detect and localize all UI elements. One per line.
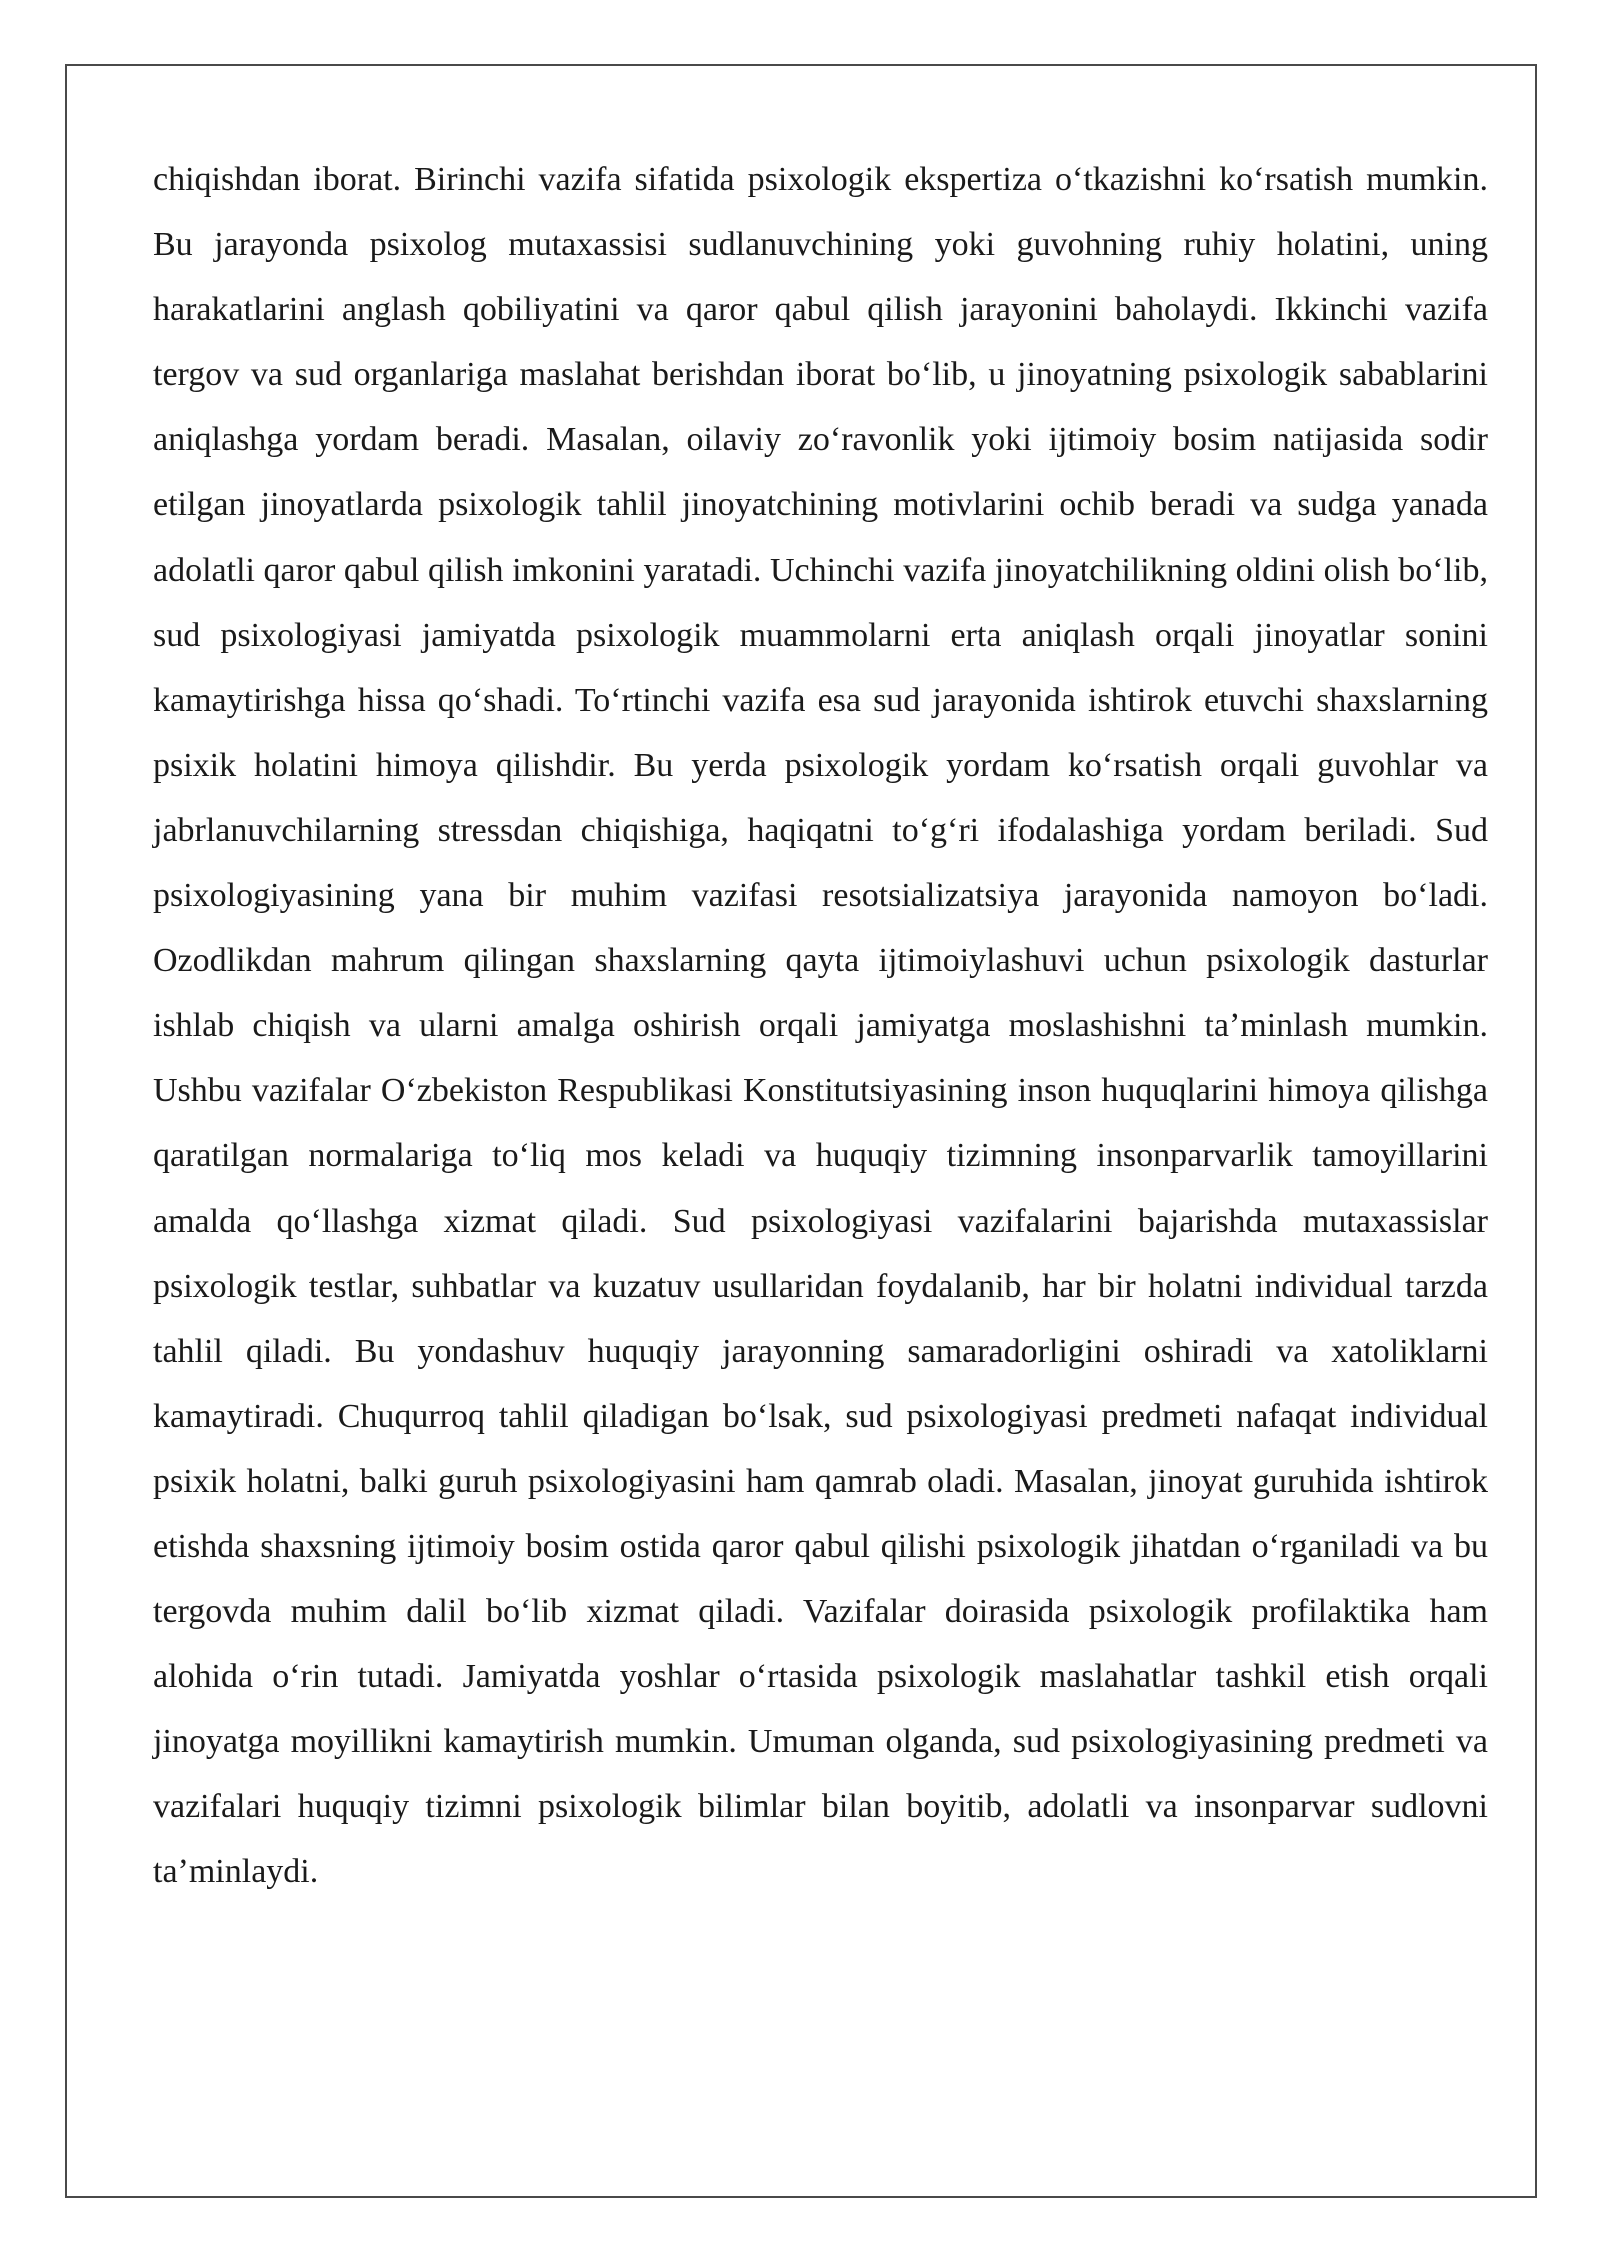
body-paragraph: chiqishdan iborat. Birinchi vazifa sifatida psixologik ekspertiza oʻtkazishni koʻrsatish mumkin. Bu jarayonda psixolog mutaxassisi sudlanuvchining yoki guvohning ruhiy holatini, uning harakatlarini anglash qobiliyatini va qaror qabul qilish jarayonini baholaydi. Ikkinchi vazifa tergov va sud organlariga maslahat berishdan iborat boʻlib, u jinoyatning psixologik sabablarini aniqlashga yordam beradi. Masalan, oilaviy zoʻravonlik yoki ijtimoiy bosim natijasida sodir etilgan jinoyatlarda psixologik tahlil jinoyatchining motivlarini ochib beradi va sudga yanada adolatli qaror qabul qilish imkonini yaratadi. Uchinchi vazifa jinoyatchilikning oldini olish boʻlib, sud psixologiyasi jamiyatda psixologik muammolarni erta aniqlash orqali jinoyatlar sonini kamaytirishga hissa qoʻshadi. Toʻrtinchi vazifa esa sud jarayonida ishtirok etuvchi shaxslarning psixik holatini himoya qilishdir. Bu yerda psixologik yordam koʻrsatish orqali guvohlar va jabrlanuvchilarning stressdan chiqishiga, haqiqatni toʻgʻri ifodalashiga yordam beriladi. Sud psixologiyasining yana bir muhim vazifasi resotsializatsiya jarayonida namoyon boʻladi. Ozodlikdan mahrum qilingan shaxslarning qayta ijtimoiylashuvi uchun psixologik dasturlar ishlab chiqish va ularni amalga oshirish orqali jamiyatga moslashishni taʼminlash mumkin. Ushbu vazifalar Oʻzbekiston Respublikasi Konstitutsiyasining inson huquqlarini himoya qilishga qaratilgan normalariga toʻliq mos keladi va huquqiy tizimning insonparvarlik tamoyillarini amalda qoʻllashga xizmat qiladi. Sud psixologiyasi vazifalarini bajarishda mutaxassislar psixologik testlar, suhbatlar va kuzatuv usullaridan foydalanib, har bir holatni individual tarzda tahlil qiladi. Bu yondashuv huquqiy jarayonning samaradorligini oshiradi va xatoliklarni kamaytiradi. Chuqurroq tahlil qiladigan boʻlsak, sud psixologiyasi predmeti nafaqat individual psixik holatni, balki guruh psixologiyasini ham qamrab oladi. Masalan, jinoyat guruhida ishtirok etishda shaxsning ijtimoiy bosim ostida qaror qabul qilishi psixologik jihatdan oʻrganiladi va bu tergovda muhim dalil boʻlib xizmat qiladi. Vazifalar doirasida psixologik profilaktika ham alohida oʻrin tutadi. Jamiyatda yoshlar oʻrtasida psixologik maslahatlar tashkil etish orqali jinoyatga moyillikni kamaytirish mumkin. Umuman olganda, sud psixologiyasining predmeti va vazifalari huquqiy tizimni psixologik bilimlar bilan boyitib, adolatli va insonparvar sudlovni taʼminlaydi. xyxy=(153,161,1488,1891)
